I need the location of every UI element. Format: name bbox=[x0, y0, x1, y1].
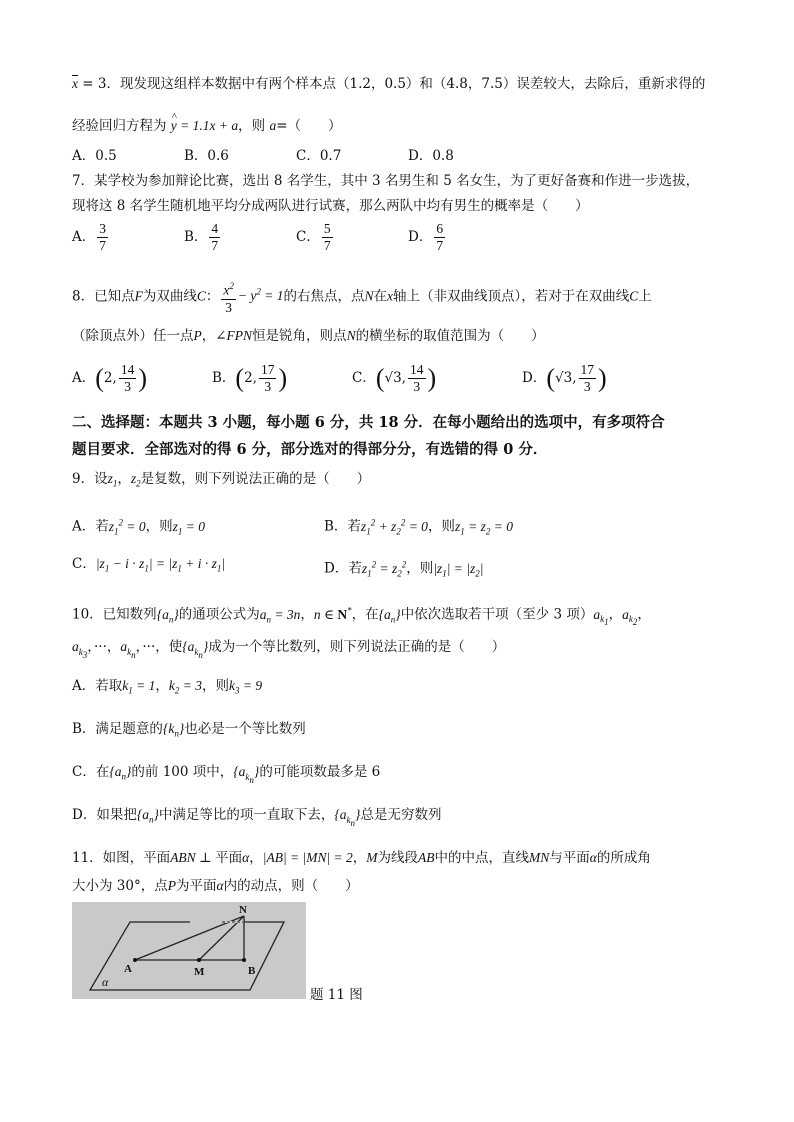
section2-heading-line2: 题目要求．全部选对的得 6 分，部分选对的得部分分，有选错的得 0 分． bbox=[72, 441, 548, 458]
q8-line1: 8．已知点F为双曲线C： $\frac{x^2}{3}$ − $y^2 = 1$的右焦点，点N在x轴上（非双曲线顶点），若对于在双曲线C上 bbox=[72, 278, 652, 316]
q9-option-a: A．若$z_1^2 = 0$，则$z_1 = 0$ bbox=[72, 517, 206, 537]
q7-option-b: B． $\frac{4}{7}$ bbox=[184, 221, 219, 253]
q9-option-b: B．若$z_1^2 + z_2^2 = 0$，则$z_1 = z_2 = 0$ bbox=[324, 517, 513, 537]
plane-alpha bbox=[90, 922, 284, 990]
q7-option-c: C． $\frac{5}{7}$ bbox=[296, 221, 331, 253]
q11-line1: 11．如图，平面ABN ⊥ 平面α，|AB| = |MN| = 2，M为线段AB中的中点，直线MN与平面α的所成角 bbox=[72, 850, 651, 866]
q9-option-d: D．若$z_1^2 = z_2^2$，则$|z_1| = |z_2|$ bbox=[324, 559, 484, 579]
q6-option-c: C．0.7 bbox=[296, 148, 342, 164]
q8-option-b: B．(2, $\frac{17}{3}$ ) bbox=[212, 362, 288, 394]
label-b: B bbox=[248, 965, 256, 977]
q10-line2: $a_{k_3}$，···，$a_{k_n}$，···，使$\{a_{k_n}\}$成为一个等比数列，则下列说法正确的是（ ） bbox=[72, 639, 506, 660]
q7-option-d: D． $\frac{6}{7}$ bbox=[408, 221, 444, 253]
q6-line1: $\overline{x} = 3$．现发现这组样本数据中有两个样本点（1.2，0.5）和（4.8，7.5）误差较大，去除后，重新求得的 bbox=[72, 76, 706, 92]
q7-line2: 现将这 8 名学生随机地平均分成两队进行试赛，那么两队中均有男生的概率是（ ） bbox=[72, 198, 589, 214]
point-b bbox=[242, 958, 246, 962]
q11-figure-svg bbox=[72, 902, 306, 999]
q8-option-d: D．(√3, $\frac{17}{3}$ ) bbox=[522, 362, 607, 394]
q11-figure bbox=[72, 902, 306, 999]
q6-option-b: B．0.6 bbox=[184, 148, 229, 164]
q10-option-c: C．在$\{a_n\}$的前 100 项中，$\{a_{k_n}\}$的可能项数最多是 6 bbox=[72, 764, 381, 785]
point-m bbox=[197, 958, 201, 962]
figure-caption: 题 11 图 bbox=[310, 987, 363, 1003]
q6-line2: 经验回归方程为 ^ y = 1.1x + a，则 a=（ ） bbox=[72, 116, 342, 136]
q6-option-a: A．0.5 bbox=[72, 148, 117, 164]
q8-line2: （除顶点外）任一点P，∠FPN恒是锐角，则点N的横坐标的取值范围为（ ） bbox=[72, 328, 545, 344]
q11-line2: 大小为 30°，点P为平面α内的动点，则（ ） bbox=[72, 878, 359, 894]
q7-line1: 7．某学校为参加辩论比赛，选出 8 名学生，其中 3 名男生和 5 名女生，为了更好备赛和作进一步选拔， bbox=[72, 173, 700, 189]
q6-option-d: D．0.8 bbox=[408, 148, 454, 164]
q10-option-b: B．满足题意的$\{k_n\}$也必是一个等比数列 bbox=[72, 721, 306, 739]
q9-stem: 9．设$z_1$，$z_2$是复数，则下列说法正确的是（ ） bbox=[72, 471, 371, 489]
q9-option-c: C．$|z_1 - i \cdot z_1| = |z_1 + i \cdot z_1|$ bbox=[72, 556, 226, 574]
q8-option-c: C．(√3, $\frac{14}{3}$ ) bbox=[352, 362, 437, 394]
q10-line1: 10．已知数列$\{a_n\}$的通项公式为$a_n = 3n$，n ∈ N*，在$\{a_n\}$中依次选取若干项（至少 3 项）$a_{k_1}$，$a_{k_2}$， bbox=[72, 605, 651, 627]
q10-option-d: D．如果把$\{a_n\}$中满足等比的项一直取下去，$\{a_{k_n}\}$总是无穷数列 bbox=[72, 807, 442, 828]
q7-option-a: A． $\frac{3}{7}$ bbox=[72, 221, 106, 253]
label-a: A bbox=[124, 963, 132, 975]
label-m: M bbox=[194, 966, 205, 978]
q8-option-a: A．(2, $\frac{14}{3}$ ) bbox=[72, 362, 147, 394]
label-alpha: α bbox=[102, 975, 109, 989]
point-a bbox=[133, 958, 137, 962]
section2-heading-line1: 二、选择题：本题共 3 小题，每小题 6 分，共 18 分．在每小题给出的选项中，有多项符合 bbox=[72, 414, 665, 431]
q10-option-a: A．若取$k_1 = 1$，$k_2 = 3$，则$k_3 = 9$ bbox=[72, 678, 263, 696]
label-n: N bbox=[239, 904, 247, 916]
